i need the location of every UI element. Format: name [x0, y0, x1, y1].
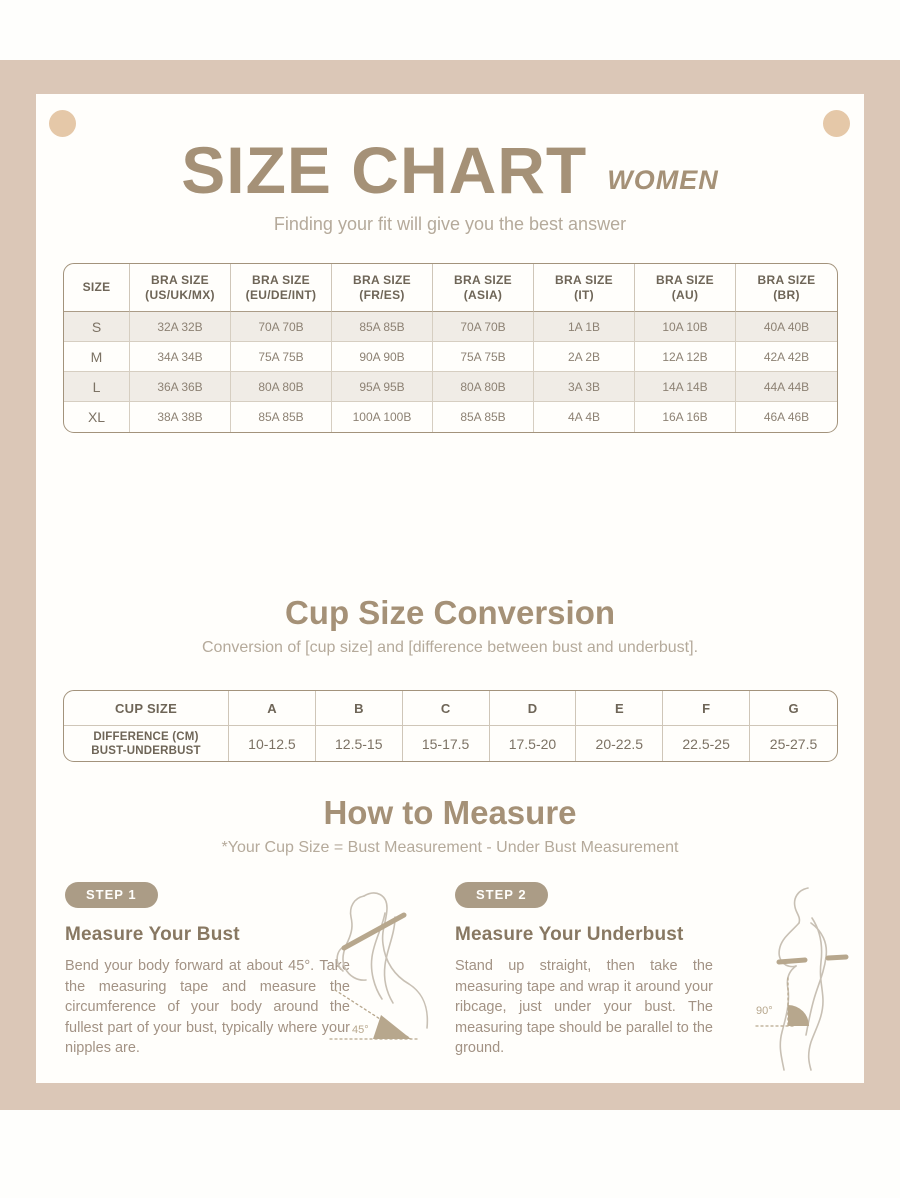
step-1-instructions: Bend your body forward at about 45°. Take the measuring tape and measure the circumference of your body around the fullest part of your bust, typically where your nipples are.	[65, 958, 350, 1056]
cup-size-subtitle: Conversion of [cup size] and [difference between bust and underbust].	[201, 639, 699, 656]
table-cell: 42A 42B	[736, 342, 837, 372]
cup-cell: D	[490, 691, 577, 726]
column-header-eu-de-int: BRA SIZE (EU/DE/INT)	[231, 264, 332, 312]
column-header-us-uk-mx: BRA SIZE (US/UK/MX)	[130, 264, 231, 312]
column-header-size: SIZE	[64, 264, 130, 312]
size-label: XL	[64, 402, 130, 432]
table-cell: 1A 1B	[534, 312, 635, 342]
how-to-measure-subtitle: *Your Cup Size = Bust Measurement - Under Bust Measurement	[221, 839, 679, 856]
table-cell: 44A 44B	[736, 372, 837, 402]
table-cell: 38A 38B	[130, 402, 231, 432]
table-cell: 46A 46B	[763, 410, 810, 424]
table-cell: 90A 90B	[332, 342, 433, 372]
table-cell: 36A 36B	[130, 372, 231, 402]
svg-text:90°: 90°	[756, 1005, 773, 1017]
step-1-badge: STEP 1	[65, 882, 158, 908]
table-cell: 70A 70B	[231, 312, 332, 342]
column-header-au: BRA SIZE (AU)	[635, 264, 736, 312]
table-row-xl	[64, 402, 837, 432]
table-cell: 34A 34B	[130, 342, 231, 372]
size-label: L	[64, 372, 130, 402]
table-cell: 100A 100B	[332, 402, 433, 432]
page-title-suffix: WOMEN	[607, 165, 719, 195]
difference-cell: 10-12.5	[229, 726, 316, 761]
table-cell: 80A 80B	[231, 372, 332, 402]
how-to-measure-title: How to Measure	[323, 794, 577, 831]
difference-cell: 15-17.5	[403, 726, 490, 761]
step-2-heading: Measure Your Underbust	[455, 924, 684, 945]
difference-cell: 12.5-15	[316, 726, 403, 761]
table-cell: 85A 85B	[332, 312, 433, 342]
difference-row	[64, 726, 837, 761]
table-cell: 2A 2B	[534, 342, 635, 372]
step-1-heading: Measure Your Bust	[65, 924, 240, 945]
step-2-badge: STEP 2	[455, 882, 548, 908]
step-2	[455, 882, 713, 1059]
difference-row-label: DIFFERENCE (CM) BUST-UNDERBUST	[64, 726, 229, 761]
decor-circle-right	[823, 110, 850, 137]
cup-cell: F	[663, 691, 750, 726]
page-title: SIZE CHART	[181, 133, 588, 207]
header	[36, 134, 864, 235]
table-cell: 12A 12B	[635, 342, 736, 372]
measure-underbust-illustration	[748, 886, 852, 1072]
table-cell: 95A 95B	[332, 372, 433, 402]
cup-size-table	[63, 690, 838, 762]
decor-circle-left	[49, 110, 76, 137]
beige-frame	[0, 60, 900, 1110]
column-header-fr-es: BRA SIZE (FR/ES)	[332, 264, 433, 312]
cup-cell: A	[229, 691, 316, 726]
column-header-asia: BRA SIZE (ASIA)	[433, 264, 534, 312]
table-cell: 16A 16B	[635, 402, 736, 432]
column-header-br: BRA SIZE (BR)	[736, 264, 837, 312]
how-to-measure-section-header	[36, 794, 864, 857]
table-row-l	[64, 372, 837, 402]
content-card	[36, 94, 864, 1083]
column-header-it: BRA SIZE (IT)	[534, 264, 635, 312]
svg-text:45°: 45°	[352, 1024, 369, 1036]
cup-size-section-header	[36, 594, 864, 657]
table-cell: 10A 10B	[635, 312, 736, 342]
table-cell: 85A 85B	[231, 402, 332, 432]
table-cell: 14A 14B	[635, 372, 736, 402]
table-cell: 70A 70B	[433, 312, 534, 342]
table-cell: 75A 75B	[231, 342, 332, 372]
cup-cell: C	[403, 691, 490, 726]
cup-size-row-label: CUP SIZE	[64, 691, 229, 726]
table-cell: 32A 32B	[130, 312, 231, 342]
table-cell: 3A 3B	[534, 372, 635, 402]
difference-cell: 17.5-20	[490, 726, 577, 761]
size-label: M	[64, 342, 130, 372]
difference-cell: 20-22.5	[576, 726, 663, 761]
size-table-header-row	[64, 264, 837, 312]
cup-cell: G	[750, 691, 837, 726]
table-cell: 75A 75B	[433, 342, 534, 372]
table-row-s	[64, 312, 837, 342]
step-1	[65, 882, 350, 1059]
measure-bust-illustration	[324, 886, 462, 1051]
difference-cell: 25-27.5	[769, 735, 818, 752]
table-cell: 85A 85B	[433, 402, 534, 432]
measure-steps	[36, 882, 864, 1077]
step-2-instructions: Stand up straight, then take the measuring tape and wrap it around your ribcage, just under your bust. The measuring tape should be parallel to the ground.	[455, 958, 713, 1056]
cup-cell: B	[316, 691, 403, 726]
cup-size-title: Cup Size Conversion	[284, 594, 616, 631]
page-subtitle: Finding your fit will give you the best answer	[273, 214, 627, 234]
table-cell: 40A 40B	[736, 312, 837, 342]
bra-size-table	[63, 263, 838, 433]
size-label: S	[64, 312, 130, 342]
table-cell: 80A 80B	[433, 372, 534, 402]
cup-cell: E	[576, 691, 663, 726]
table-cell: 4A 4B	[534, 402, 635, 432]
difference-cell: 22.5-25	[663, 726, 750, 761]
cup-size-row	[64, 691, 837, 726]
table-row-m	[64, 342, 837, 372]
